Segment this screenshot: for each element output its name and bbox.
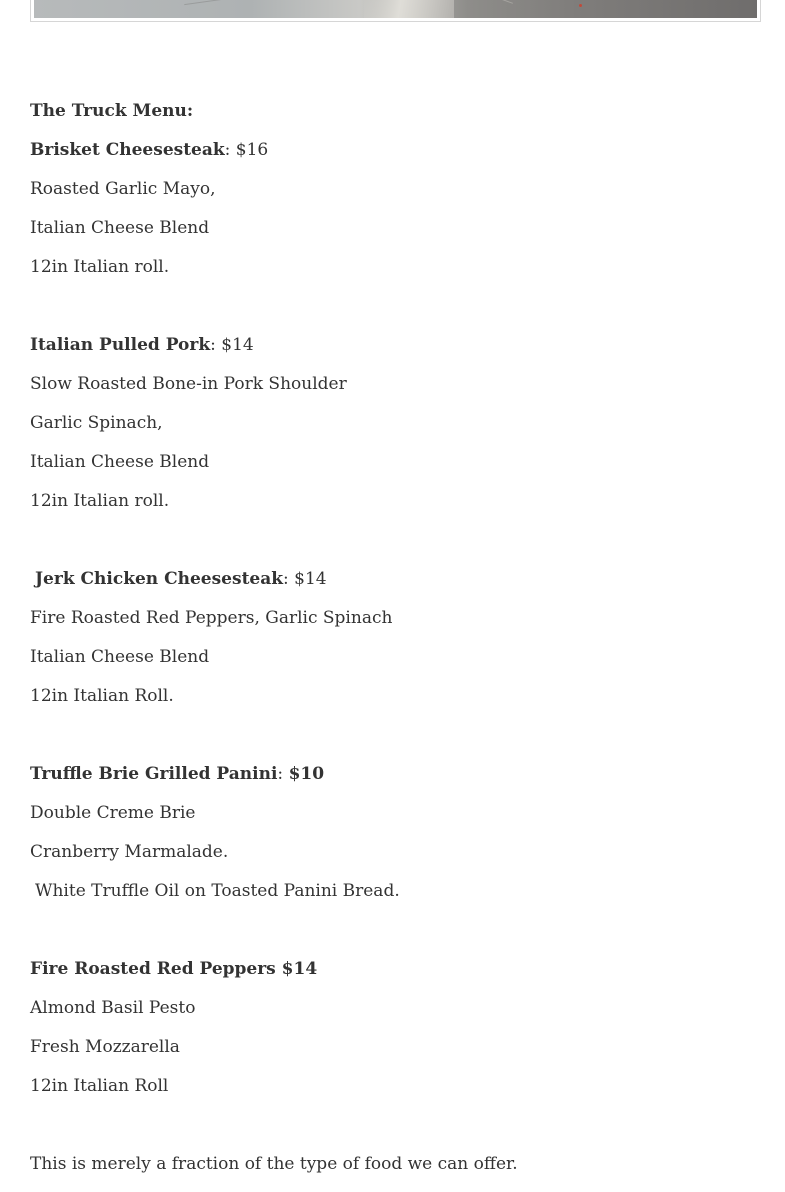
item-ingredient: Roasted Garlic Mayo, [30, 179, 216, 199]
menu-heading: The Truck Menu: [30, 101, 194, 121]
item-name: Brisket Cheesesteak [30, 140, 225, 160]
menu-item [30, 568, 760, 724]
item-ingredient: Garlic Spinach, [30, 413, 163, 433]
item-ingredient: Almond Basil Pesto [30, 998, 196, 1018]
item-price-separator: : [277, 764, 289, 784]
item-ingredient: Italian Cheese Blend [30, 218, 210, 238]
item-ingredient: Fire Roasted Red Peppers, Garlic Spinach [30, 608, 393, 628]
menu-content [30, 100, 760, 1192]
menu-item [30, 958, 760, 1114]
item-price: : $14 [283, 569, 327, 589]
item-ingredient: Fresh Mozzarella [30, 1037, 180, 1057]
item-ingredient: 12in Italian Roll. [30, 686, 174, 706]
item-ingredient: Slow Roasted Bone-in Pork Shoulder [30, 374, 347, 394]
item-ingredient: Cranberry Marmalade. [30, 842, 229, 862]
menu-item [30, 139, 760, 295]
item-name: Italian Pulled Pork [30, 335, 211, 355]
item-ingredient: 12in Italian roll. [30, 257, 170, 277]
item-price: : $14 [210, 335, 254, 355]
food-truck-photo [30, 0, 761, 22]
item-name: Fire Roasted Red Peppers $14 [30, 959, 318, 979]
item-ingredient: 12in Italian Roll [30, 1076, 169, 1096]
item-price: $10 [288, 764, 325, 784]
item-ingredient: Double Creme Brie [30, 803, 196, 823]
menu-item [30, 334, 760, 529]
item-price: : $16 [224, 140, 269, 160]
item-ingredient: 12in Italian roll. [30, 491, 170, 511]
menu-item [30, 763, 760, 919]
photo-image [34, 0, 757, 18]
menu-footer-note: This is merely a fraction of the type of food we can offer. [30, 1154, 518, 1174]
item-name: Truffle Brie Grilled Panini [30, 764, 278, 784]
item-name: Jerk Chicken Cheesesteak [35, 569, 284, 589]
item-ingredient: Italian Cheese Blend [30, 452, 210, 472]
item-ingredient: White Truffle Oil on Toasted Panini Bread. [35, 881, 400, 901]
item-ingredient: Italian Cheese Blend [30, 647, 210, 667]
